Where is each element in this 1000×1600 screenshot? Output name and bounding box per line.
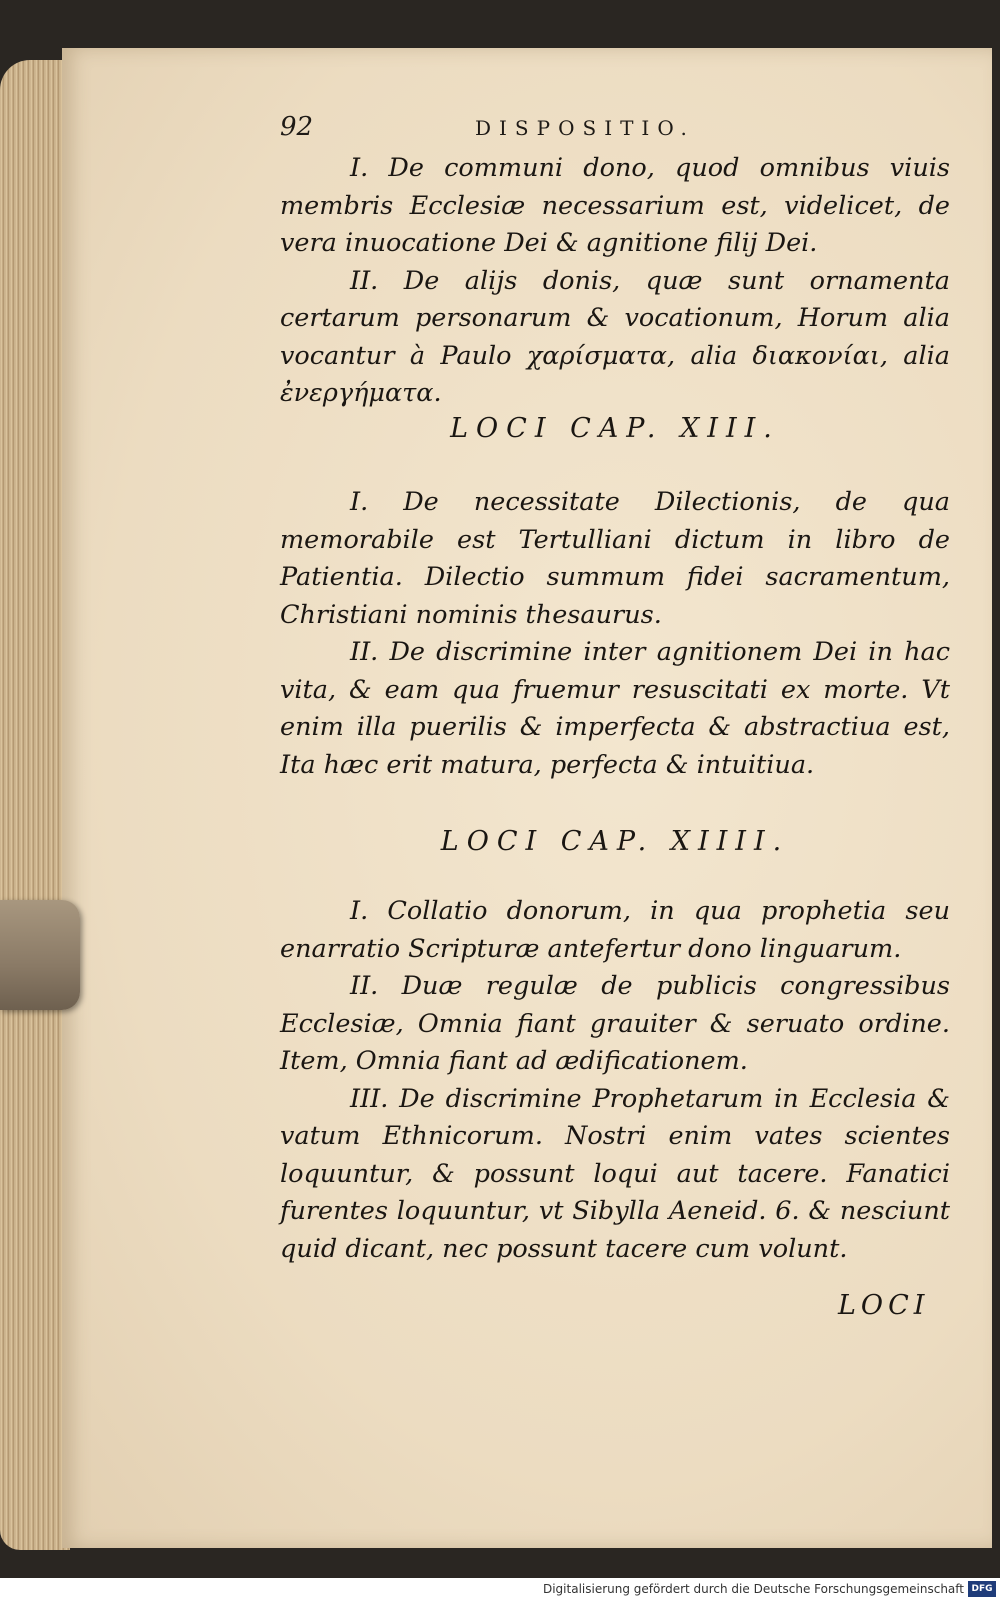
paragraph: II. De alijs donis, quæ sunt ornamenta certarum personarum & vocationum, Horum alia vocantur à Paulo χαρίσματα, alia διακονίαι, alia ἐνεργήματα.	[280, 265, 950, 408]
footer-bar	[0, 1578, 1000, 1600]
page-tab-marker	[0, 900, 80, 1010]
section-heading: LOCI CAP. XIII.	[450, 413, 780, 444]
section-14-text	[280, 893, 950, 1268]
paragraph: I. Collatio donorum, in qua prophetia seu enarratio Scripturæ antefertur dono linguarum.	[280, 896, 950, 964]
paragraph: II. Duæ regulæ de publicis congressibus Ecclesiæ, Omnia fiant grauiter & seruato ordine. Item, Omnia fiant ad ædificationem.	[280, 971, 950, 1076]
paragraph: I. De necessitate Dilectionis, de qua memorabile est Tertulliani dictum in libro de Patientia. Dilectio summum fidei sacramentum, Christiani nominis thesaurus.	[280, 487, 950, 630]
section-12-text	[280, 150, 950, 413]
footer-text: Digitalisierung gefördert durch die Deutsche Forschungsgemeinschaft	[542, 1582, 964, 1596]
paragraph: I. De communi dono, quod omnibus viuis membris Ecclesiæ necessarium est, videlicet, de vera inuocatione Dei & agnitione filij Dei.	[280, 153, 950, 258]
page-header	[280, 112, 950, 152]
running-title: DISPOSITIO.	[475, 116, 695, 140]
section-heading: LOCI CAP. XIIII.	[440, 826, 790, 857]
page-number: 92	[280, 112, 314, 142]
book-page-edges	[0, 60, 70, 1550]
paragraph: III. De discrimine Prophetarum in Ecclesia & vatum Ethnicorum. Nostri enim vates scientes loquuntur, & possunt loqui aut tacere. Fanatici furentes loquuntur, vt Sibylla Aeneid. 6. & nesciunt quid dicant, nec possunt tacere cum volunt.	[280, 1083, 950, 1264]
dfg-logo-icon: DFG	[968, 1581, 996, 1597]
catchword: LOCI	[838, 1290, 930, 1321]
paragraph: II. De discrimine inter agnitionem Dei in hac vita, & eam qua fruemur resuscitati ex morte. Vt enim illa puerilis & imperfecta & abstractiua est, Ita hæc erit matura, perfecta & intuitiua.	[280, 637, 950, 780]
section-13-text	[280, 484, 950, 784]
